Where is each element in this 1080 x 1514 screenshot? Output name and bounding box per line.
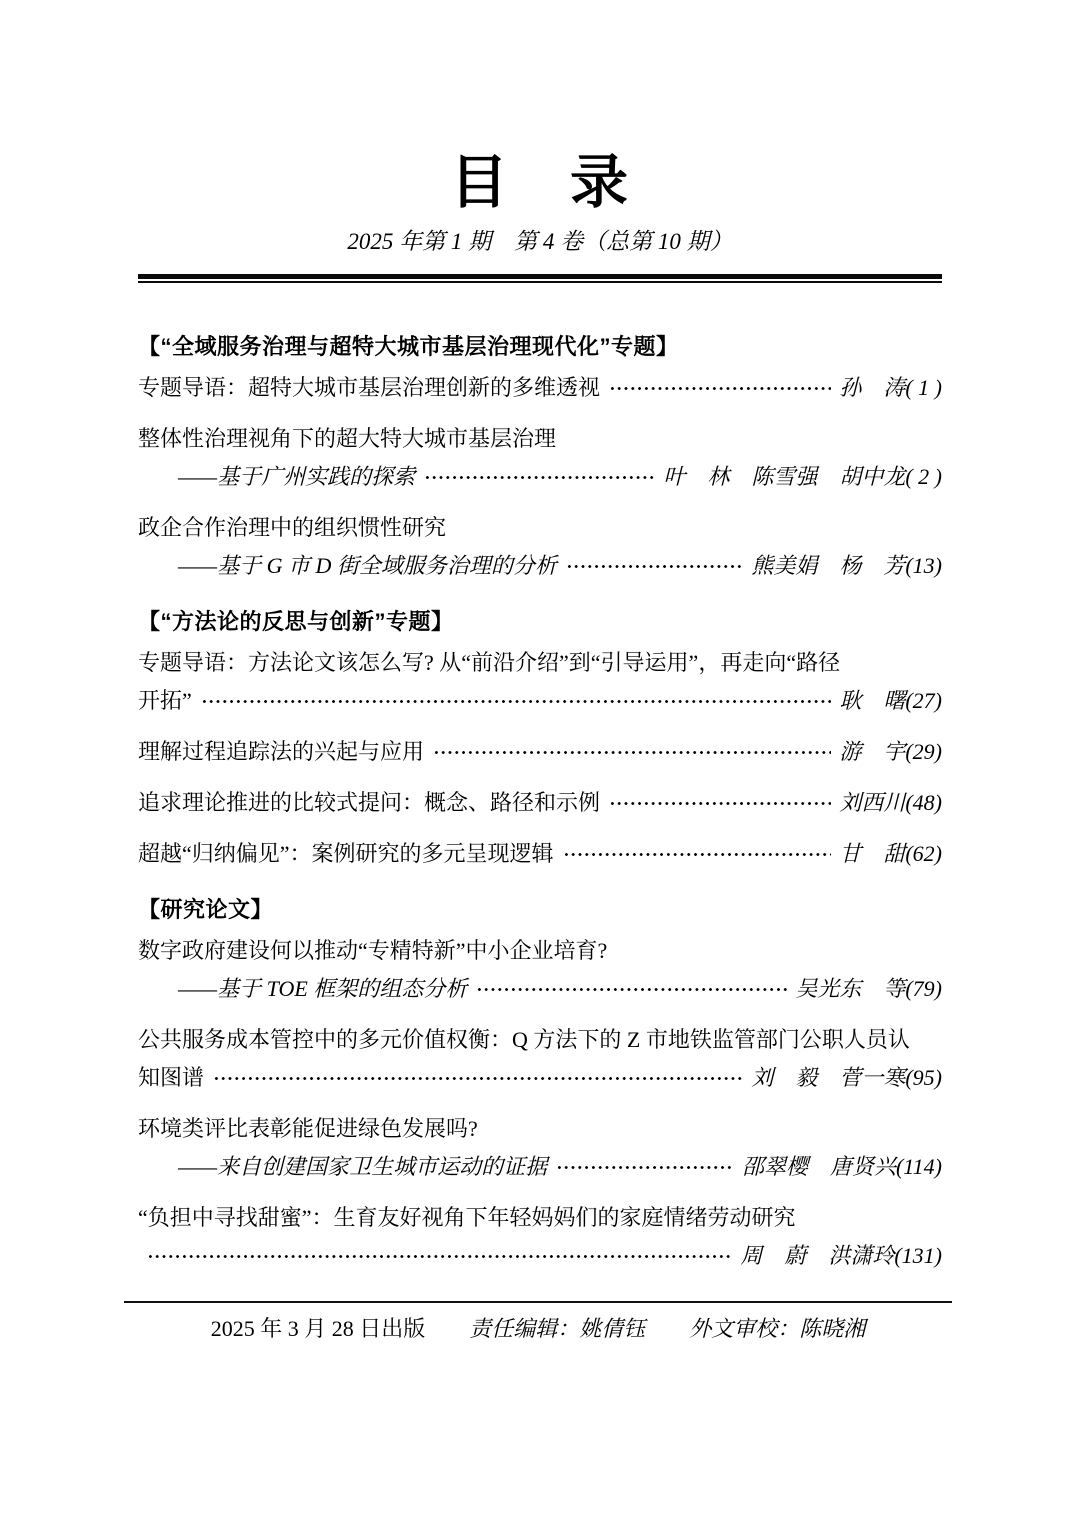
managing-editor: 责任编辑：姚倩钰 <box>469 1316 646 1341</box>
article-entry <box>138 644 942 720</box>
footer-rule <box>124 1301 952 1303</box>
dot-leader <box>556 1164 734 1171</box>
entry-subtitle: ——基于 TOE 框架的组态分析 <box>178 976 468 1001</box>
article-entry <box>138 784 942 822</box>
entry-title: 理解过程追踪法的兴起与应用 <box>138 739 425 764</box>
entry-title: 专题导语：超特大城市基层治理创新的多维透视 <box>138 375 601 400</box>
article-entry <box>138 420 942 496</box>
entry-title: 数字政府建设何以推动“专精特新”中小企业培育? <box>138 938 608 963</box>
toc-entry-line <box>138 733 942 771</box>
article-entry <box>138 369 942 407</box>
entry-authors: 熊美娟 杨 芳(13) <box>751 553 942 578</box>
entry-authors: 邵翠樱 唐贤兴(114) <box>741 1154 942 1179</box>
entry-title: 超越“归纳偏见”：案例研究的多元呈现逻辑 <box>138 841 554 866</box>
toc-entry-line <box>138 1059 942 1097</box>
dot-leader <box>201 698 832 705</box>
entry-title: 追求理论推进的比较式提问：概念、路径和示例 <box>138 790 601 815</box>
entry-authors: 耿 曙(27) <box>839 688 942 713</box>
article-entry <box>138 733 942 771</box>
toc-entry-line <box>138 784 942 822</box>
entry-authors: 游 宇(29) <box>839 739 942 764</box>
entry-title: 政企合作治理中的组织惯性研究 <box>138 515 447 540</box>
entry-authors: 吴光东 等(79) <box>795 976 942 1001</box>
entry-title: 整体性治理视角下的超大特大城市基层治理 <box>138 426 557 451</box>
entry-subtitle: ——来自创建国家卫生城市运动的证据 <box>178 1154 548 1179</box>
section-header: 【研究论文】 <box>138 897 274 922</box>
section-header: 【“方法论的反思与创新”专题】 <box>138 609 454 634</box>
entry-authors: 刘西川(48) <box>839 790 942 815</box>
entry-authors: 孙 涛( 1 ) <box>839 375 942 400</box>
entry-subtitle: ——基于 G 市 D 街全域服务治理的分析 <box>178 553 557 578</box>
toc-entry-line <box>138 1237 942 1275</box>
dot-leader <box>609 800 831 807</box>
article-entry <box>138 509 942 585</box>
dot-leader <box>433 749 831 756</box>
dot-leader <box>213 1075 743 1082</box>
dot-leader <box>609 385 831 392</box>
journal-toc-title: 目 录 <box>449 150 630 215</box>
dot-leader <box>476 986 787 993</box>
entry-title: “负担中寻找甜蜜”：生育友好视角下年轻妈妈们的家庭情绪劳动研究 <box>138 1205 796 1230</box>
toc-entry-line <box>138 682 942 720</box>
article-entry <box>138 835 942 873</box>
toc-entry-line <box>138 970 942 1008</box>
page-content <box>138 0 942 1275</box>
issue-info-line: 2025 年第 1 期 第 4 卷（总第 10 期） <box>347 229 733 254</box>
article-entry <box>138 932 942 1008</box>
toc-entry-line <box>138 1148 942 1186</box>
toc-entry-line <box>138 458 942 496</box>
entry-subtitle: ——基于广州实践的探索 <box>178 464 416 489</box>
entry-title: 专题导语：方法论文该怎么写? 从“前沿介绍”到“引导运用”，再走向“路径 <box>138 650 841 675</box>
entry-authors: 甘 甜(62) <box>839 841 942 866</box>
publish-date: 2025 年 3 月 28 日出版 <box>210 1316 426 1341</box>
dot-leader <box>424 474 655 481</box>
section-header: 【“全域服务治理与超特大城市基层治理现代化”专题】 <box>138 334 679 359</box>
entry-title-continuation: 知图谱 <box>138 1065 205 1090</box>
entry-title: 环境类评比表彰能促进绿色发展吗? <box>138 1116 478 1141</box>
entry-authors: 刘 毅 菅一寒(95) <box>751 1065 942 1090</box>
entry-authors: 周 蔚 洪潇玲(131) <box>740 1243 942 1268</box>
page-footer <box>124 1301 952 1346</box>
entry-authors: 叶 林 陈雪强 胡中龙( 2 ) <box>663 464 942 489</box>
footer-text-line <box>124 1312 952 1346</box>
entry-title-continuation: 开拓” <box>138 688 192 713</box>
dot-leader <box>563 851 832 858</box>
article-entry <box>138 1110 942 1186</box>
article-entry <box>138 1021 942 1097</box>
toc-entry-line <box>138 547 942 585</box>
foreign-proofreader: 外文审校：陈晓湘 <box>689 1316 866 1341</box>
dot-leader <box>147 1253 732 1260</box>
article-entry <box>138 1199 942 1275</box>
entry-title: 公共服务成本管控中的多元价值权衡：Q 方法下的 Z 市地铁监管部门公职人员认 <box>138 1027 910 1052</box>
toc-entry-line <box>138 369 942 407</box>
table-of-contents <box>138 327 942 1275</box>
toc-entry-line <box>138 835 942 873</box>
header-double-rule <box>138 274 942 283</box>
dot-leader <box>566 563 743 570</box>
